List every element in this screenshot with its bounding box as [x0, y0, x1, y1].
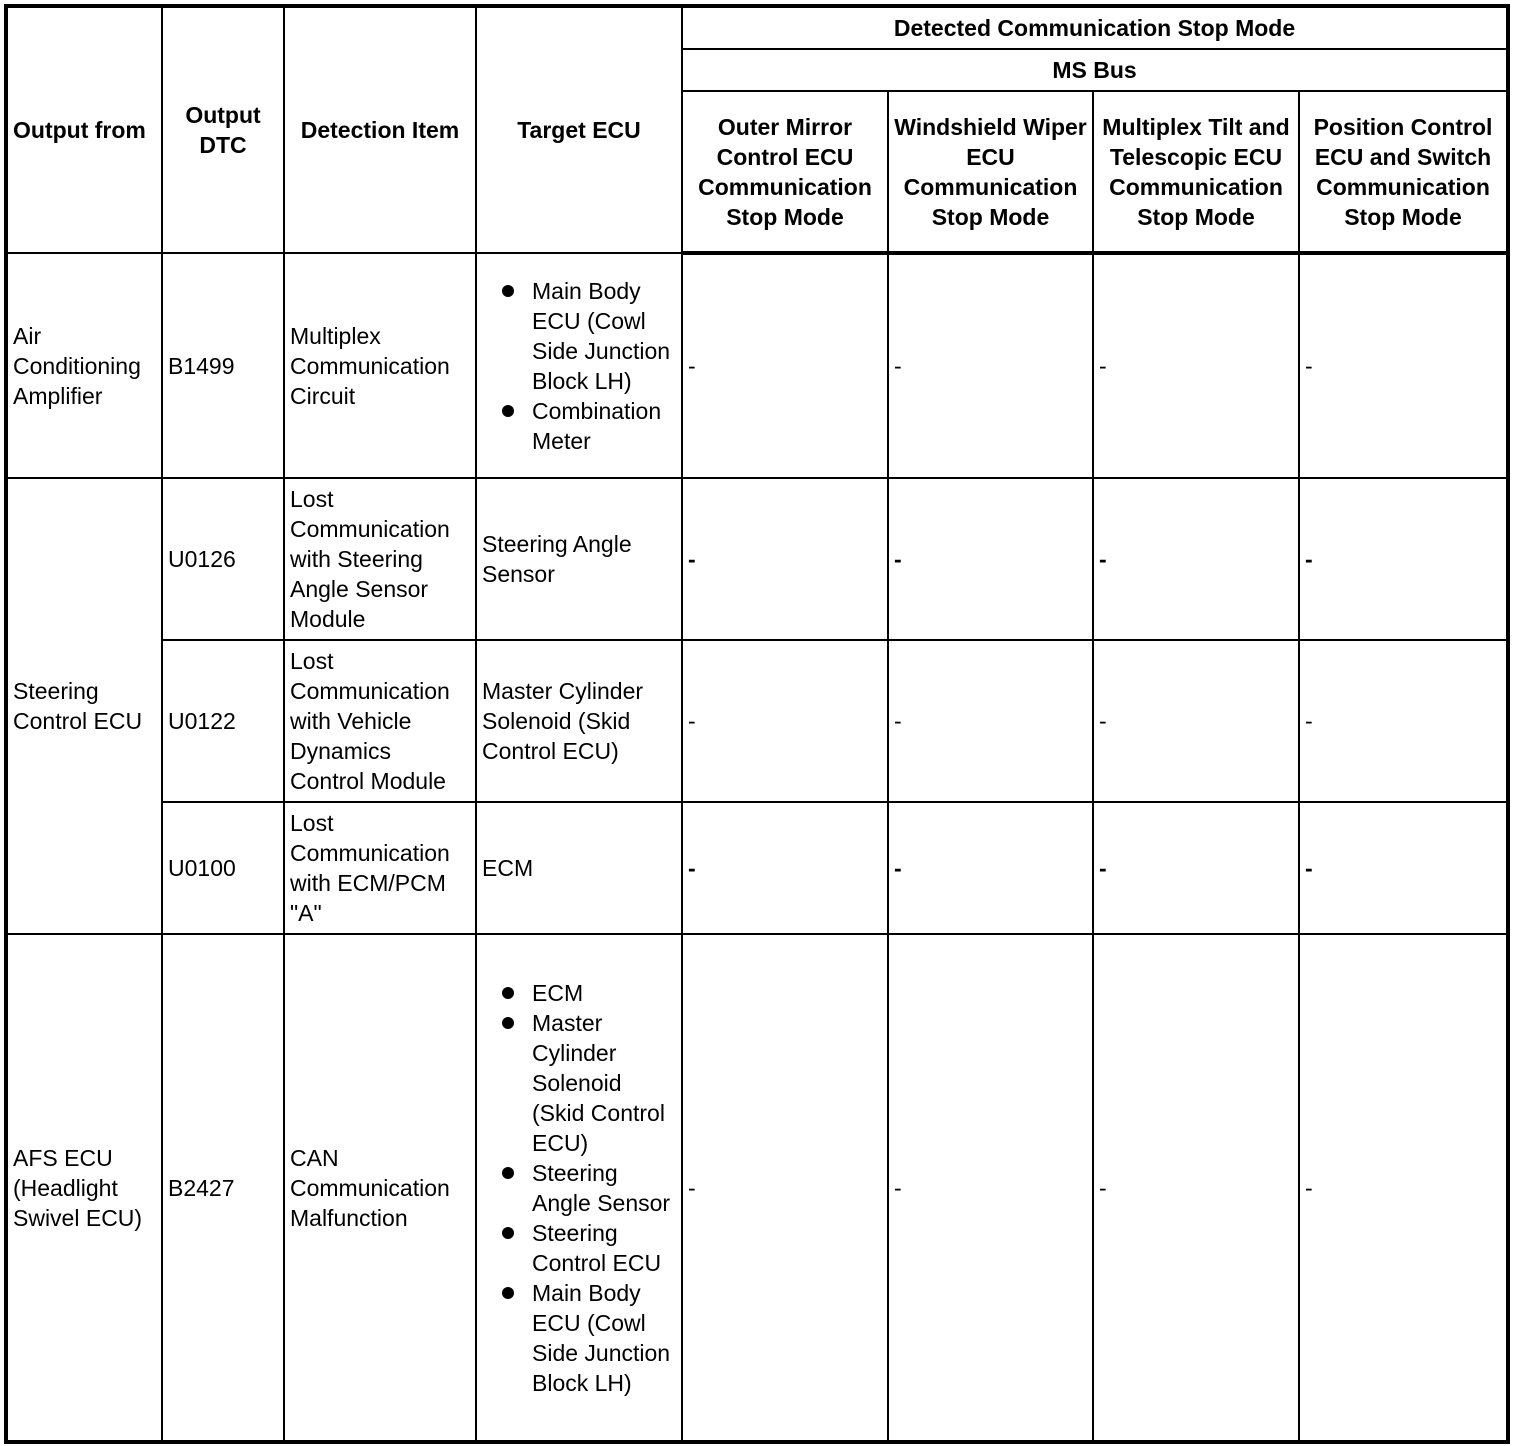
target-ecu-list [482, 978, 676, 1398]
header-mode-tilt-telescopic: Multiplex Tilt and Telescopic ECU Communication Stop Mode [1093, 91, 1299, 253]
cell-detection-item: CAN Communication Malfunction [284, 934, 476, 1441]
cell-mode: - [682, 478, 888, 640]
cell-target-ecu [476, 934, 682, 1441]
header-output-dtc: Output DTC [162, 7, 284, 253]
header-detected-stop-mode: Detected Communication Stop Mode [682, 7, 1507, 49]
cell-output-from: AFS ECU (Headlight Swivel ECU) [7, 934, 162, 1441]
cell-mode: - [1299, 802, 1507, 934]
header-mode-windshield-wiper: Windshield Wiper ECU Communication Stop Mode [888, 91, 1093, 253]
cell-mode: - [1299, 640, 1507, 802]
table-row [7, 253, 1507, 478]
cell-target-ecu: Master Cylinder Solenoid (Skid Control ECU) [476, 640, 682, 802]
cell-mode: - [1093, 802, 1299, 934]
cell-target-ecu: Steering Angle Sensor [476, 478, 682, 640]
list-item: ECM [498, 978, 676, 1008]
cell-detection-item: Lost Communication with ECM/PCM "A" [284, 802, 476, 934]
header-output-from: Output from [7, 7, 162, 253]
list-item: Steering Control ECU [498, 1218, 676, 1278]
list-item: Combination Meter [498, 396, 676, 456]
cell-mode: - [682, 934, 888, 1441]
cell-mode: - [888, 253, 1093, 478]
target-ecu-list [482, 276, 676, 456]
cell-mode: - [888, 934, 1093, 1441]
cell-mode: - [682, 802, 888, 934]
cell-mode: - [1299, 478, 1507, 640]
list-item: Steering Angle Sensor [498, 1158, 676, 1218]
cell-output-from: Air Conditioning Amplifier [7, 253, 162, 478]
cell-mode: - [1299, 934, 1507, 1441]
dtc-table [6, 6, 1508, 1442]
list-item: Master Cylinder Solenoid (Skid Control ECU) [498, 1008, 676, 1158]
cell-mode: - [682, 253, 888, 478]
header-target-ecu: Target ECU [476, 7, 682, 253]
table-row [7, 934, 1507, 1441]
cell-mode: - [1093, 253, 1299, 478]
table-row [7, 478, 1507, 640]
header-detection-item: Detection Item [284, 7, 476, 253]
list-item: Main Body ECU (Cowl Side Junction Block LH) [498, 1278, 676, 1398]
cell-mode: - [888, 478, 1093, 640]
cell-dtc: B2427 [162, 934, 284, 1441]
cell-mode: - [888, 640, 1093, 802]
list-item: Main Body ECU (Cowl Side Junction Block LH) [498, 276, 676, 396]
cell-dtc: U0100 [162, 802, 284, 934]
header-mode-outer-mirror: Outer Mirror Control ECU Communication Stop Mode [682, 91, 888, 253]
cell-mode: - [1093, 934, 1299, 1441]
cell-mode: - [1093, 640, 1299, 802]
cell-detection-item: Lost Communication with Steering Angle Sensor Module [284, 478, 476, 640]
table-row [7, 640, 1507, 802]
cell-detection-item: Lost Communication with Vehicle Dynamics Control Module [284, 640, 476, 802]
cell-detection-item: Multiplex Communication Circuit [284, 253, 476, 478]
cell-mode: - [1299, 253, 1507, 478]
table-row [7, 802, 1507, 934]
cell-mode: - [888, 802, 1093, 934]
cell-dtc: B1499 [162, 253, 284, 478]
cell-dtc: U0126 [162, 478, 284, 640]
header-ms-bus: MS Bus [682, 49, 1507, 91]
cell-target-ecu: ECM [476, 802, 682, 934]
cell-dtc: U0122 [162, 640, 284, 802]
cell-target-ecu [476, 253, 682, 478]
cell-mode: - [1093, 478, 1299, 640]
header-mode-position-control: Position Control ECU and Switch Communication Stop Mode [1299, 91, 1507, 253]
cell-mode: - [682, 640, 888, 802]
cell-output-from: Steering Control ECU [7, 478, 162, 934]
